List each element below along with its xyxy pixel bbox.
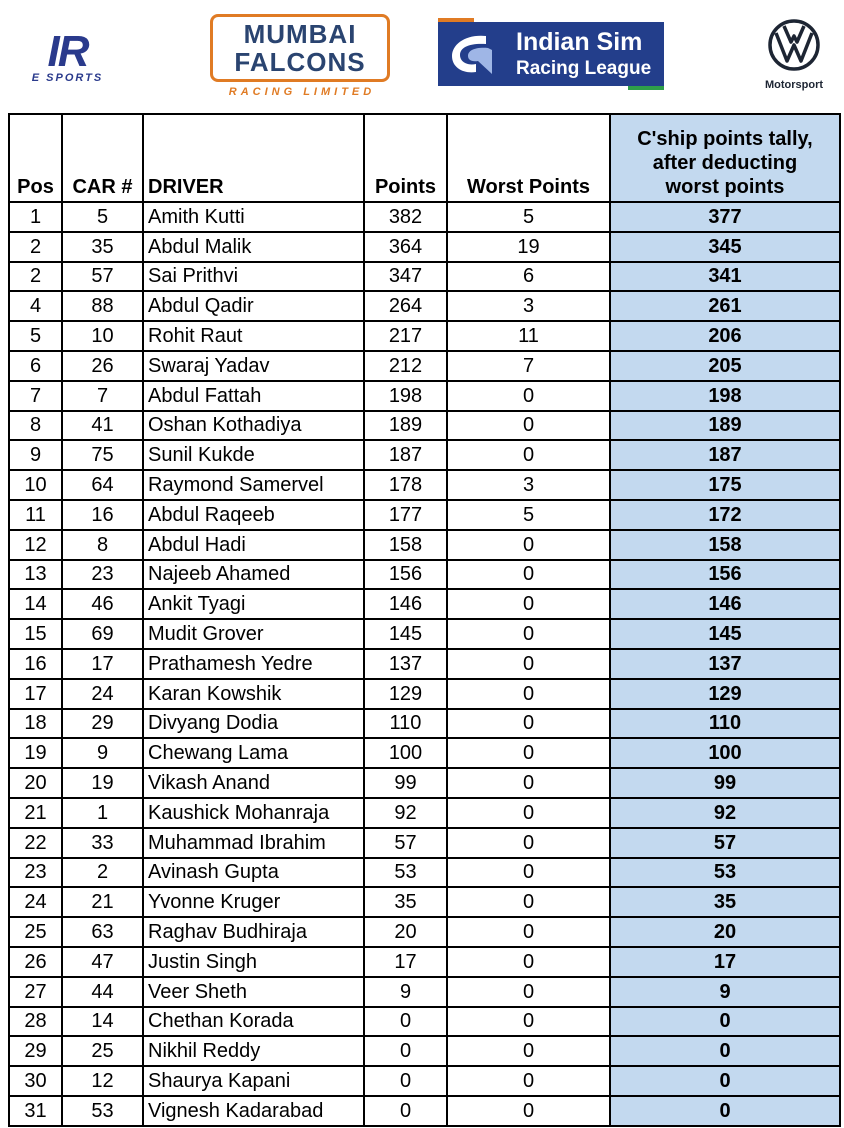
cell-championship-tally: 341 — [610, 262, 840, 292]
cell-car-number: 14 — [62, 1007, 143, 1037]
cell-pos: 8 — [9, 411, 62, 441]
cell-points: 0 — [364, 1066, 447, 1096]
table-row — [9, 530, 840, 560]
cell-points: 178 — [364, 470, 447, 500]
header-tally-line3: worst points — [665, 176, 785, 198]
cell-driver: Sunil Kukde — [143, 440, 364, 470]
isrl-green-stripe — [628, 86, 664, 90]
cell-championship-tally: 145 — [610, 619, 840, 649]
cell-car-number: 8 — [62, 530, 143, 560]
cell-worst-points: 0 — [447, 917, 610, 947]
mumbai-falcons-line1: MUMBAI — [243, 19, 357, 49]
cell-car-number: 9 — [62, 738, 143, 768]
cell-car-number: 41 — [62, 411, 143, 441]
cell-worst-points: 0 — [447, 560, 610, 590]
cell-championship-tally: 187 — [610, 440, 840, 470]
cell-championship-tally: 0 — [610, 1007, 840, 1037]
ir-esports-logo — [20, 27, 115, 85]
table-row — [9, 619, 840, 649]
cell-car-number: 2 — [62, 858, 143, 888]
cell-points: 0 — [364, 1096, 447, 1126]
cell-worst-points: 0 — [447, 887, 610, 917]
cell-car-number: 57 — [62, 262, 143, 292]
cell-worst-points: 0 — [447, 530, 610, 560]
table-row — [9, 679, 840, 709]
cell-driver: Avinash Gupta — [143, 858, 364, 888]
cell-worst-points: 0 — [447, 679, 610, 709]
cell-driver: Veer Sheth — [143, 977, 364, 1007]
table-row — [9, 1007, 840, 1037]
cell-points: 9 — [364, 977, 447, 1007]
cell-points: 382 — [364, 202, 447, 232]
cell-driver: Prathamesh Yedre — [143, 649, 364, 679]
table-row — [9, 291, 840, 321]
cell-pos: 17 — [9, 679, 62, 709]
cell-driver: Abdul Hadi — [143, 530, 364, 560]
cell-championship-tally: 189 — [610, 411, 840, 441]
cell-championship-tally: 175 — [610, 470, 840, 500]
cell-pos: 24 — [9, 887, 62, 917]
cell-worst-points: 0 — [447, 858, 610, 888]
cell-championship-tally: 53 — [610, 858, 840, 888]
cell-worst-points: 0 — [447, 381, 610, 411]
cell-points: 0 — [364, 1036, 447, 1066]
cell-worst-points: 0 — [447, 411, 610, 441]
cell-pos: 5 — [9, 321, 62, 351]
header-championship-tally — [610, 114, 840, 202]
cell-points: 146 — [364, 589, 447, 619]
standings-body — [9, 202, 840, 1126]
cell-pos: 22 — [9, 828, 62, 858]
cell-car-number: 53 — [62, 1096, 143, 1126]
cell-pos: 27 — [9, 977, 62, 1007]
table-row — [9, 321, 840, 351]
cell-points: 347 — [364, 262, 447, 292]
cell-worst-points: 3 — [447, 291, 610, 321]
cell-points: 177 — [364, 500, 447, 530]
cell-worst-points: 0 — [447, 649, 610, 679]
cell-pos: 15 — [9, 619, 62, 649]
isrl-track-icon — [446, 30, 496, 78]
cell-pos: 21 — [9, 798, 62, 828]
cell-worst-points: 0 — [447, 440, 610, 470]
cell-car-number: 75 — [62, 440, 143, 470]
cell-car-number: 25 — [62, 1036, 143, 1066]
cell-championship-tally: 158 — [610, 530, 840, 560]
cell-driver: Najeeb Ahamed — [143, 560, 364, 590]
table-row — [9, 917, 840, 947]
cell-pos: 1 — [9, 202, 62, 232]
cell-driver: Abdul Fattah — [143, 381, 364, 411]
mumbai-falcons-logo — [210, 14, 394, 100]
cell-pos: 9 — [9, 440, 62, 470]
cell-driver: Chewang Lama — [143, 738, 364, 768]
cell-championship-tally: 110 — [610, 709, 840, 739]
cell-driver: Chethan Korada — [143, 1007, 364, 1037]
cell-car-number: 10 — [62, 321, 143, 351]
cell-points: 53 — [364, 858, 447, 888]
cell-driver: Sai Prithvi — [143, 262, 364, 292]
cell-car-number: 12 — [62, 1066, 143, 1096]
cell-worst-points: 7 — [447, 351, 610, 381]
cell-driver: Swaraj Yadav — [143, 351, 364, 381]
cell-worst-points: 0 — [447, 798, 610, 828]
cell-car-number: 64 — [62, 470, 143, 500]
cell-pos: 12 — [9, 530, 62, 560]
ir-logo-mark: IR — [47, 27, 88, 76]
cell-driver: Muhammad Ibrahim — [143, 828, 364, 858]
header-car-number: CAR # — [62, 114, 143, 202]
vw-icon — [767, 18, 821, 72]
cell-championship-tally: 100 — [610, 738, 840, 768]
cell-points: 187 — [364, 440, 447, 470]
cell-championship-tally: 206 — [610, 321, 840, 351]
table-row — [9, 858, 840, 888]
table-row — [9, 1096, 840, 1126]
isrl-title-line1: Indian Sim — [516, 28, 643, 56]
mumbai-falcons-badge — [210, 14, 390, 82]
cell-championship-tally: 172 — [610, 500, 840, 530]
cell-car-number: 63 — [62, 917, 143, 947]
cell-worst-points: 5 — [447, 202, 610, 232]
cell-points: 110 — [364, 709, 447, 739]
header-pos: Pos — [9, 114, 62, 202]
cell-championship-tally: 146 — [610, 589, 840, 619]
cell-driver: Vikash Anand — [143, 768, 364, 798]
cell-worst-points: 5 — [447, 500, 610, 530]
cell-championship-tally: 377 — [610, 202, 840, 232]
cell-worst-points: 11 — [447, 321, 610, 351]
table-header-row — [9, 114, 840, 202]
cell-pos: 19 — [9, 738, 62, 768]
cell-points: 35 — [364, 887, 447, 917]
cell-worst-points: 0 — [447, 977, 610, 1007]
cell-pos: 26 — [9, 947, 62, 977]
cell-pos: 20 — [9, 768, 62, 798]
cell-championship-tally: 57 — [610, 828, 840, 858]
cell-pos: 2 — [9, 232, 62, 262]
cell-car-number: 33 — [62, 828, 143, 858]
cell-car-number: 69 — [62, 619, 143, 649]
cell-pos: 31 — [9, 1096, 62, 1126]
cell-points: 212 — [364, 351, 447, 381]
cell-car-number: 19 — [62, 768, 143, 798]
table-row — [9, 709, 840, 739]
table-row — [9, 440, 840, 470]
cell-points: 137 — [364, 649, 447, 679]
cell-points: 158 — [364, 530, 447, 560]
cell-championship-tally: 0 — [610, 1036, 840, 1066]
cell-points: 189 — [364, 411, 447, 441]
cell-driver: Ankit Tyagi — [143, 589, 364, 619]
cell-championship-tally: 35 — [610, 887, 840, 917]
table-row — [9, 589, 840, 619]
cell-points: 20 — [364, 917, 447, 947]
cell-pos: 4 — [9, 291, 62, 321]
cell-championship-tally: 99 — [610, 768, 840, 798]
cell-car-number: 21 — [62, 887, 143, 917]
cell-pos: 16 — [9, 649, 62, 679]
cell-car-number: 26 — [62, 351, 143, 381]
table-row — [9, 411, 840, 441]
cell-car-number: 16 — [62, 500, 143, 530]
cell-driver: Abdul Malik — [143, 232, 364, 262]
cell-points: 156 — [364, 560, 447, 590]
cell-pos: 18 — [9, 709, 62, 739]
cell-driver: Raymond Samervel — [143, 470, 364, 500]
table-row — [9, 649, 840, 679]
cell-driver: Rohit Raut — [143, 321, 364, 351]
cell-driver: Amith Kutti — [143, 202, 364, 232]
table-row — [9, 500, 840, 530]
table-row — [9, 232, 840, 262]
table-row — [9, 768, 840, 798]
cell-championship-tally: 0 — [610, 1066, 840, 1096]
cell-car-number: 1 — [62, 798, 143, 828]
table-row — [9, 887, 840, 917]
cell-car-number: 46 — [62, 589, 143, 619]
cell-car-number: 24 — [62, 679, 143, 709]
cell-championship-tally: 205 — [610, 351, 840, 381]
cell-worst-points: 0 — [447, 768, 610, 798]
cell-worst-points: 0 — [447, 1096, 610, 1126]
cell-car-number: 5 — [62, 202, 143, 232]
cell-car-number: 44 — [62, 977, 143, 1007]
mumbai-falcons-line2: FALCONS — [234, 47, 366, 77]
cell-car-number: 17 — [62, 649, 143, 679]
cell-driver: Karan Kowshik — [143, 679, 364, 709]
table-row — [9, 738, 840, 768]
cell-worst-points: 3 — [447, 470, 610, 500]
cell-pos: 13 — [9, 560, 62, 590]
cell-pos: 30 — [9, 1066, 62, 1096]
cell-worst-points: 0 — [447, 947, 610, 977]
cell-points: 198 — [364, 381, 447, 411]
cell-championship-tally: 345 — [610, 232, 840, 262]
cell-driver: Raghav Budhiraja — [143, 917, 364, 947]
cell-worst-points: 0 — [447, 1007, 610, 1037]
table-row — [9, 262, 840, 292]
cell-pos: 7 — [9, 381, 62, 411]
table-row — [9, 1036, 840, 1066]
cell-points: 99 — [364, 768, 447, 798]
table-row — [9, 202, 840, 232]
table-row — [9, 798, 840, 828]
mumbai-falcons-subtitle: RACING LIMITED — [228, 86, 376, 98]
cell-pos: 10 — [9, 470, 62, 500]
table-row — [9, 560, 840, 590]
championship-standings-table — [8, 113, 841, 1127]
cell-worst-points: 0 — [447, 709, 610, 739]
cell-car-number: 35 — [62, 232, 143, 262]
cell-driver: Shaurya Kapani — [143, 1066, 364, 1096]
table-row — [9, 1066, 840, 1096]
cell-points: 145 — [364, 619, 447, 649]
cell-driver: Nikhil Reddy — [143, 1036, 364, 1066]
cell-driver: Oshan Kothadiya — [143, 411, 364, 441]
ir-logo-subtitle: E SPORTS — [31, 72, 104, 84]
cell-pos: 28 — [9, 1007, 62, 1037]
cell-worst-points: 0 — [447, 619, 610, 649]
cell-points: 17 — [364, 947, 447, 977]
cell-car-number: 29 — [62, 709, 143, 739]
header-tally-line1: C'ship points tally, — [637, 128, 813, 150]
table-row — [9, 470, 840, 500]
cell-points: 364 — [364, 232, 447, 262]
cell-car-number: 88 — [62, 291, 143, 321]
header-driver: DRIVER — [143, 114, 364, 202]
cell-worst-points: 0 — [447, 1066, 610, 1096]
cell-worst-points: 19 — [447, 232, 610, 262]
cell-car-number: 7 — [62, 381, 143, 411]
cell-pos: 25 — [9, 917, 62, 947]
cell-driver: Vignesh Kadarabad — [143, 1096, 364, 1126]
cell-worst-points: 0 — [447, 828, 610, 858]
cell-championship-tally: 261 — [610, 291, 840, 321]
cell-championship-tally: 92 — [610, 798, 840, 828]
table-row — [9, 828, 840, 858]
cell-pos: 2 — [9, 262, 62, 292]
cell-worst-points: 6 — [447, 262, 610, 292]
cell-worst-points: 0 — [447, 738, 610, 768]
cell-points: 217 — [364, 321, 447, 351]
cell-championship-tally: 9 — [610, 977, 840, 1007]
cell-points: 100 — [364, 738, 447, 768]
cell-worst-points: 0 — [447, 589, 610, 619]
cell-pos: 29 — [9, 1036, 62, 1066]
cell-championship-tally: 20 — [610, 917, 840, 947]
cell-points: 92 — [364, 798, 447, 828]
table-row — [9, 977, 840, 1007]
cell-driver: Justin Singh — [143, 947, 364, 977]
cell-car-number: 47 — [62, 947, 143, 977]
table-row — [9, 351, 840, 381]
vw-motorsport-logo — [756, 18, 832, 100]
cell-points: 264 — [364, 291, 447, 321]
cell-points: 0 — [364, 1007, 447, 1037]
cell-championship-tally: 137 — [610, 649, 840, 679]
cell-driver: Yvonne Kruger — [143, 887, 364, 917]
cell-pos: 11 — [9, 500, 62, 530]
header-points: Points — [364, 114, 447, 202]
cell-driver: Mudit Grover — [143, 619, 364, 649]
cell-championship-tally: 156 — [610, 560, 840, 590]
cell-pos: 23 — [9, 858, 62, 888]
header-tally-line2: after deducting — [652, 152, 798, 174]
cell-pos: 6 — [9, 351, 62, 381]
cell-driver: Abdul Qadir — [143, 291, 364, 321]
vw-motorsport-label: Motorsport — [764, 79, 824, 91]
cell-championship-tally: 198 — [610, 381, 840, 411]
cell-worst-points: 0 — [447, 1036, 610, 1066]
table-row — [9, 947, 840, 977]
cell-championship-tally: 0 — [610, 1096, 840, 1126]
isrl-title-line2: Racing League — [516, 58, 652, 79]
cell-points: 57 — [364, 828, 447, 858]
cell-points: 129 — [364, 679, 447, 709]
header-worst-points: Worst Points — [447, 114, 610, 202]
isrl-logo — [438, 18, 664, 90]
cell-car-number: 23 — [62, 560, 143, 590]
table-row — [9, 381, 840, 411]
cell-driver: Divyang Dodia — [143, 709, 364, 739]
cell-driver: Abdul Raqeeb — [143, 500, 364, 530]
cell-pos: 14 — [9, 589, 62, 619]
cell-driver: Kaushick Mohanraja — [143, 798, 364, 828]
cell-championship-tally: 17 — [610, 947, 840, 977]
cell-championship-tally: 129 — [610, 679, 840, 709]
